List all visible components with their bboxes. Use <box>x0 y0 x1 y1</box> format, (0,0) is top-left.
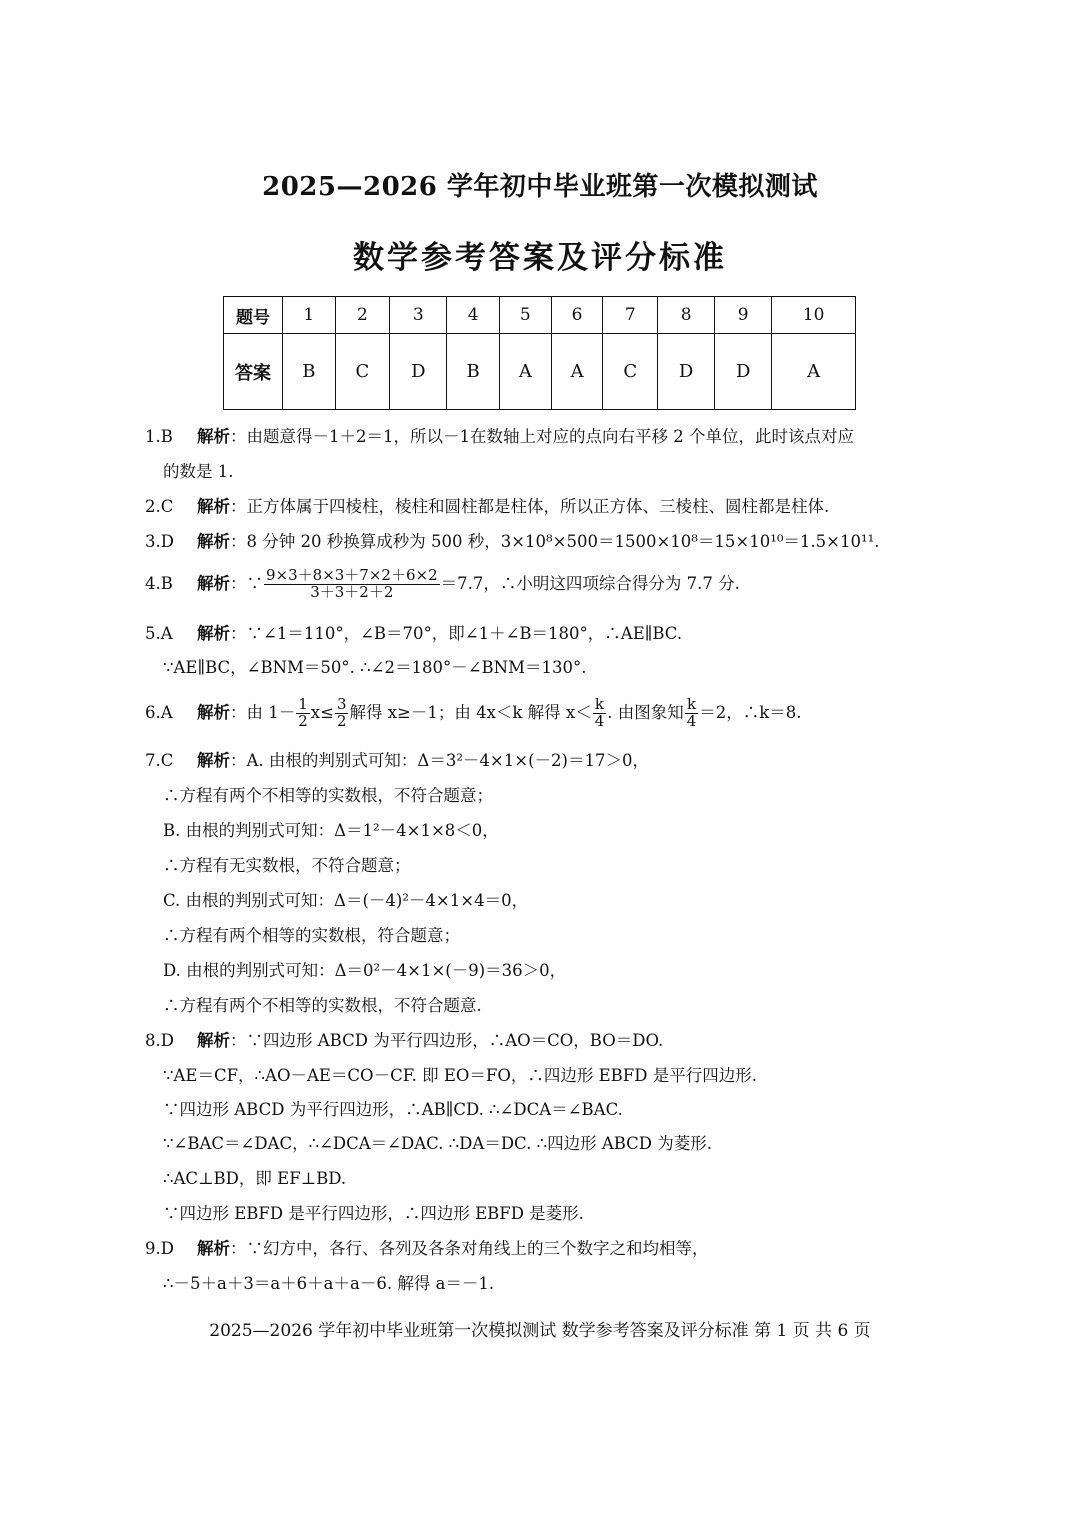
page-footer: 2025—2026 学年初中毕业班第一次模拟测试 数学参考答案及评分标准 第 1 页 共 6 页 <box>209 1321 871 1341</box>
question-number: 1 <box>283 297 336 334</box>
solution-text: x≤ <box>310 702 334 722</box>
denominator: 3＋3＋2＋2 <box>310 582 394 601</box>
solution-text: 正方体属于四棱柱，棱柱和圆柱都是柱体，所以正方体、三棱柱、圆柱都是柱体. <box>246 497 830 516</box>
fraction <box>335 697 349 730</box>
analysis-label: 解析 <box>197 427 230 446</box>
solution-7-line: D. 由根的判别式可知：Δ＝0²－4×1×(－9)＝36＞0， <box>163 961 567 980</box>
answer-cell: A <box>499 334 551 410</box>
analysis-label: 解析 <box>197 1031 230 1050</box>
fraction <box>264 568 440 601</box>
question-lead: 5.A <box>145 624 173 643</box>
question-number: 6 <box>551 297 603 334</box>
question-number: 5 <box>499 297 551 334</box>
solution-7-line: ∴方程有两个不相等的实数根，不符合题意； <box>163 786 493 805</box>
solution-text: 由 1－ <box>246 702 296 722</box>
solution-text: ∵四边形 ABCD 为平行四边形，∴AO＝CO，BO＝DO. <box>246 1031 664 1050</box>
solution-text: ＝2，∴k＝8. <box>699 702 802 722</box>
analysis-label: 解析 <box>197 624 230 643</box>
analysis-label: 解析 <box>197 1239 230 1258</box>
question-number: 4 <box>447 297 500 334</box>
solution-7-line: ∴方程有两个不相等的实数根，不符合题意. <box>163 996 482 1015</box>
numerator: 3 <box>336 695 347 713</box>
solution-text: ＝7.7，∴小明这四项综合得分为 7.7 分. <box>440 573 740 593</box>
solution-text: . 由图象知 <box>607 702 684 722</box>
question-lead: 6.A <box>145 702 173 722</box>
answer-row <box>224 334 856 410</box>
question-number: 9 <box>715 297 772 334</box>
solution-8-line: ∵∠BAC＝∠DAC，∴∠DCA＝∠DAC. ∴DA＝DC. ∴四边形 ABCD 为菱形. <box>163 1134 713 1153</box>
solution-3: 3.D 解析：8 分钟 20 秒换算成秒为 500 秒，3×10⁸×500＝1500×10⁸＝15×10¹⁰＝1.5×10¹¹. <box>145 532 880 551</box>
answer-cell: B <box>447 334 500 410</box>
analysis-label: 解析 <box>197 751 230 770</box>
solution-6: 6.A 解析：由 1－ $\frac{1}{2}$ x≤ $\frac{3}{2}$ 解得 x≥－1；由 4x＜k 解得 x＜ $\frac{k}{4}$ . 由图象知 $\frac{k}{4}$ ＝2，∴k＝8. <box>145 695 802 730</box>
answer-cell: C <box>335 334 390 410</box>
row-header-number: 题号 <box>224 297 283 334</box>
solution-text: ∵幻方中，各行、各列及各条对角线上的三个数字之和均相等， <box>246 1239 709 1258</box>
answer-table <box>223 296 856 410</box>
denominator: 4 <box>686 711 697 730</box>
numerator: 1 <box>298 695 308 713</box>
solution-text: ∵∠1＝110°，∠B＝70°，即∠1＋∠B＝180°，∴AE∥BC. <box>246 624 683 643</box>
solution-7: 7.C 解析：A. 由根的判别式可知：Δ＝3²－4×1×(－2)＝17＞0， <box>145 751 649 770</box>
answer-cell: A <box>772 334 856 410</box>
answer-cell: D <box>658 334 715 410</box>
answer-cell: D <box>715 334 772 410</box>
answer-cell: D <box>390 334 447 410</box>
numerator: k <box>593 697 607 714</box>
solution-7-line: ∴方程有无实数根，不符合题意； <box>163 856 411 875</box>
solution-9-line: ∴－5＋a＋3＝a＋6＋a＋a－6. 解得 a＝－1. <box>163 1274 495 1293</box>
question-lead: 9.D <box>145 1239 174 1258</box>
solution-8-line: ∵四边形 ABCD 为平行四边形，∴AB∥CD. ∴∠DCA＝∠BAC. <box>163 1100 623 1119</box>
answer-cell: A <box>551 334 603 410</box>
question-lead: 2.C <box>145 497 174 516</box>
solution-9: 9.D 解析：∵幻方中，各行、各列及各条对角线上的三个数字之和均相等， <box>145 1239 709 1258</box>
solution-1-cont: 的数是 1. <box>163 462 234 481</box>
question-number: 3 <box>390 297 447 334</box>
fraction <box>685 697 699 730</box>
solution-5-cont: ∵AE∥BC，∠BNM＝50°. ∴∠2＝180°－∠BNM＝130°. <box>163 658 587 677</box>
solution-5: 5.A 解析：∵∠1＝110°，∠B＝70°，即∠1＋∠B＝180°，∴AE∥BC. <box>145 624 683 643</box>
question-lead: 8.D <box>145 1031 174 1050</box>
question-lead: 4.B <box>145 573 173 593</box>
analysis-label: 解析 <box>197 532 230 551</box>
solution-7-line: C. 由根的判别式可知：Δ＝(－4)²－4×1×4＝0， <box>163 891 529 910</box>
question-lead: 3.D <box>145 532 174 551</box>
exam-title: 2025—2026 学年初中毕业班第一次模拟测试 <box>262 172 818 202</box>
page-title: 数学参考答案及评分标准 <box>353 240 727 276</box>
solution-8-line: ∵四边形 EBFD 是平行四边形，∴四边形 EBFD 是菱形. <box>163 1204 584 1223</box>
answer-cell: C <box>603 334 658 410</box>
question-lead: 1.B <box>145 427 173 446</box>
solution-text: ∵ <box>246 573 263 593</box>
solution-8: 8.D 解析：∵四边形 ABCD 为平行四边形，∴AO＝CO，BO＝DO. <box>145 1031 664 1050</box>
numerator: k <box>685 697 699 714</box>
analysis-label: 解析 <box>197 573 230 593</box>
solution-text: 解得 x≥－1；由 4x＜k 解得 x＜ <box>349 702 592 722</box>
fraction <box>296 697 310 730</box>
denominator: 4 <box>594 711 605 730</box>
solution-7-line: ∴方程有两个相等的实数根，符合题意； <box>163 926 460 945</box>
analysis-label: 解析 <box>197 497 230 516</box>
numerator: 9×3＋8×3＋7×2＋6×2 <box>266 566 438 584</box>
denominator: 2 <box>336 711 347 730</box>
question-number: 2 <box>335 297 390 334</box>
fraction <box>593 697 607 730</box>
solution-8-line: ∵AE＝CF，∴AO－AE＝CO－CF. 即 EO＝FO，∴四边形 EBFD 是平行四边形. <box>163 1066 757 1085</box>
solution-2: 2.C 解析：正方体属于四棱柱，棱柱和圆柱都是柱体，所以正方体、三棱柱、圆柱都是柱体. <box>145 497 830 516</box>
question-number: 8 <box>658 297 715 334</box>
solution-7-line: B. 由根的判别式可知：Δ＝1²－4×1×8＜0， <box>163 821 499 840</box>
solution-8-line: ∴AC⊥BD，即 EF⊥BD. <box>163 1169 347 1188</box>
solution-1: 1.B 解析：由题意得－1＋2＝1，所以－1在数轴上对应的点向右平移 2 个单位，此时该点对应 <box>145 427 854 446</box>
answer-cell: B <box>283 334 336 410</box>
denominator: 2 <box>298 711 308 730</box>
question-number: 7 <box>603 297 658 334</box>
question-number-row <box>224 297 856 334</box>
solution-4: 4.B 解析：∵ $\frac{9\times 3+8\times 3+7\times 2+6\times 2}{3+3+2+2}$ ＝7.7，∴小明这四项综合得分为 7.7 分. <box>145 566 740 601</box>
solution-text: 8 分钟 20 秒换算成秒为 500 秒，3×10⁸×500＝1500×10⁸＝15×10¹⁰＝1.5×10¹¹. <box>246 532 880 551</box>
question-number: 10 <box>772 297 856 334</box>
solution-text: 由题意得－1＋2＝1，所以－1在数轴上对应的点向右平移 2 个单位，此时该点对应 <box>246 427 854 446</box>
analysis-label: 解析 <box>197 702 230 722</box>
question-lead: 7.C <box>145 751 174 770</box>
solution-text: A. 由根的判别式可知：Δ＝3²－4×1×(－2)＝17＞0， <box>246 751 649 770</box>
row-header-answer: 答案 <box>224 334 283 410</box>
